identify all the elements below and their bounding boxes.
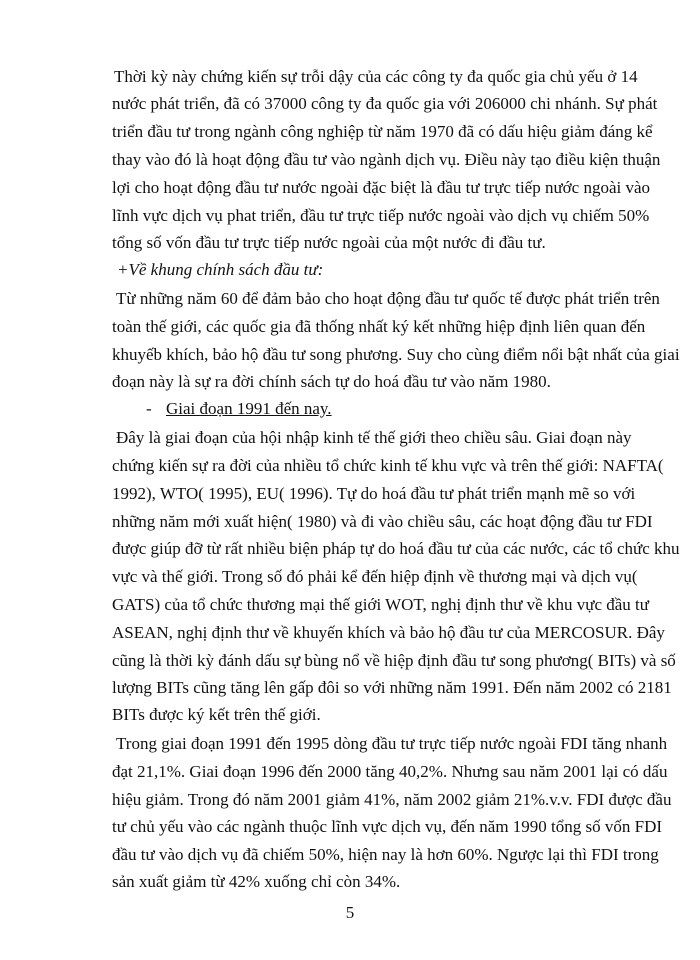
paragraph-1-line-7: tổng số vốn đầu tư trực tiếp nước ngoài của một nước đi đầu tư. (112, 233, 546, 252)
paragraph-4-line-1: Trong giai đoạn 1991 đến 1995 dòng đầu tư trực tiếp nước ngoài FDI tăng nhanh (116, 734, 668, 753)
paragraph-3-line-9: cũng là thời kỳ đánh dấu sự bùng nổ về hiệp định đầu tư song phương( BITs) và số (112, 651, 676, 670)
paragraph-3-line-7: GATS) của tổ chức thương mại thế giới WOT, nghị định thư về khu vực đầu tư (112, 595, 649, 614)
section-heading-text: Giai đoạn 1991 đến nay. (166, 399, 332, 418)
paragraph-2-line-2: toàn thế giới, các quốc gia đã thống nhất ký kết những hiệp định liên quan đến (112, 317, 646, 336)
policy-framework-subheading: +Về khung chính sách đầu tư: (117, 260, 324, 279)
paragraph-3-line-11: BITs được ký kết trên thế giới. (112, 705, 321, 724)
paragraph-1-line-3: triển đầu tư trong ngành công nghiệp từ năm 1970 đã có dấu hiệu giảm đáng kể (112, 122, 653, 141)
page-number: 5 (345, 903, 355, 922)
paragraph-3-line-1: Đây là giai đoạn của hội nhập kinh tế thế giới theo chiều sâu. Giai đoạn này (116, 428, 632, 447)
paragraph-4-line-5: đầu tư vào dịch vụ đã chiếm 50%, hiện nay là hơn 60%. Ngược lại thì FDI trong (112, 845, 659, 864)
paragraph-4-line-3: hiệu giảm. Trong đó năm 2001 giảm 41%, năm 2002 giảm 21%.v.v. FDI được đầu (112, 790, 672, 809)
paragraph-1-line-4: thay vào đó là hoạt động đầu tư vào ngành dịch vụ. Điều này tạo điều kiện thuận (112, 150, 661, 169)
paragraph-3-line-10: lượng BITs cũng tăng lên gấp đôi so với những năm 1991. Đến năm 2002 có 2181 (112, 678, 672, 697)
paragraph-3-line-3: 1992), WTO( 1995), EU( 1996). Tự do hoá đầu tư phát triển mạnh mẽ so với (112, 484, 636, 503)
paragraph-2-line-4: đoạn này là sự ra đời chính sách tự do hoá đầu tư vào năm 1980. (112, 372, 551, 391)
paragraph-1-line-2: nước phát triển, đã có 37000 công ty đa quốc gia với 206000 chi nhánh. Sự phát (112, 94, 658, 113)
paragraph-3-line-4: những năm mới xuất hiện( 1980) và đi vào chiều sâu, các hoạt động đầu tư FDI (112, 512, 653, 531)
paragraph-2-line-1: Từ những năm 60 để đảm bảo cho hoạt động đầu tư quốc tế được phát triển trên (116, 289, 660, 308)
paragraph-3-line-8: ASEAN, nghị định thư về khuyến khích và bảo hộ đầu tư của MERCOSUR. Đây (112, 623, 665, 642)
paragraph-3-line-6: vực và thế giới. Trong số đó phải kể đến hiệp định về thương mại và dịch vụ( (112, 567, 638, 586)
section-heading-bullet: - (146, 399, 152, 418)
paragraph-1-line-5: lợi cho hoạt động đầu tư nước ngoài đặc biệt là đầu tư trực tiếp nước ngoài vào (112, 178, 651, 197)
paragraph-4-line-6: sản xuất giảm từ 42% xuống chỉ còn 34%. (112, 872, 401, 891)
paragraph-2-line-3: khuyếb khích, bảo hộ đầu tư song phương. Suy cho cùng điểm nổi bật nhất của giai (112, 345, 680, 364)
paragraph-1-line-1: Thời kỳ này chứng kiến sự trỗi dậy của các công ty đa quốc gia chủ yếu ở 14 (114, 67, 638, 86)
paragraph-1-line-6: lĩnh vực dịch vụ phat triển, đầu tư trực tiếp nước ngoài vào dịch vụ chiếm 50% (112, 206, 650, 225)
section-heading (146, 398, 332, 422)
paragraph-3-line-2: chứng kiến sự ra đời của nhiều tổ chức kinh tế khu vực và trên thế giới: NAFTA( (112, 456, 664, 475)
paragraph-4-line-4: tư chủ yếu vào các ngành thuộc lĩnh vực dịch vụ, đến năm 1990 tổng số vốn FDI (112, 817, 663, 836)
paragraph-3-line-5: được giúp đỡ từ rất nhiều biện pháp tự do hoá đầu tư của các nước, các tổ chức khu (112, 539, 680, 558)
paragraph-4-line-2: đạt 21,1%. Giai đoạn 1996 đến 2000 tăng 40,2%. Nhưng sau năm 2001 lại có dấu (112, 762, 668, 781)
